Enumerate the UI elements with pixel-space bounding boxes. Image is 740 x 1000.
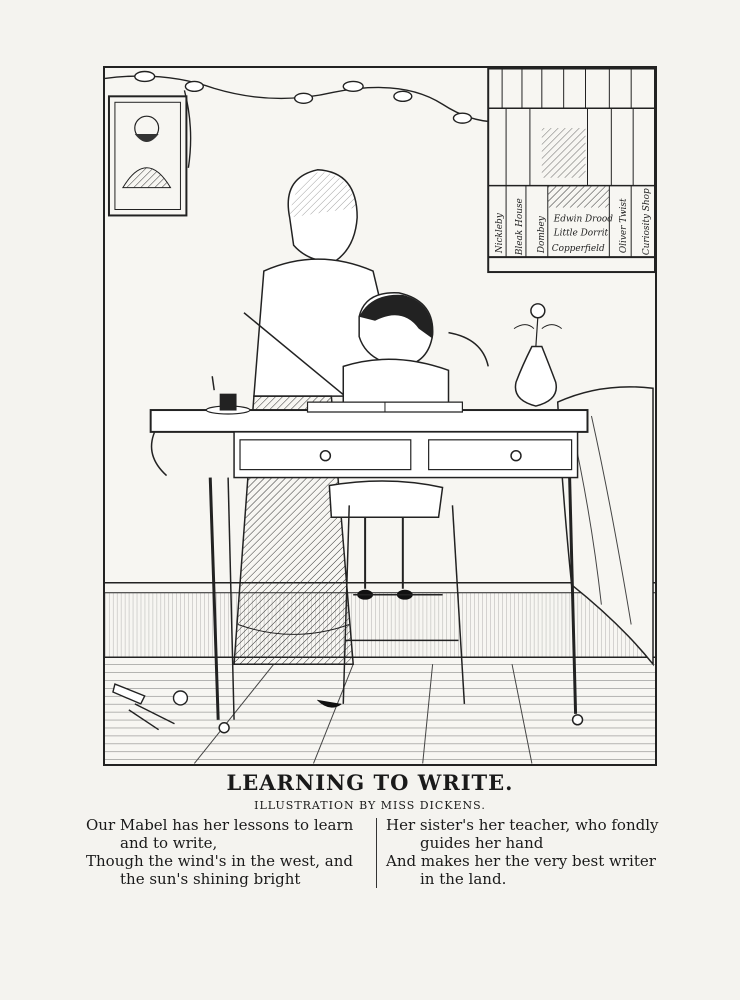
illustration-credit: ILLUSTRATION BY MISS DICKENS. <box>254 799 486 812</box>
book-bleak-house: Bleak House <box>514 198 525 256</box>
portrait-frame <box>109 96 186 215</box>
verse-line: in the land. <box>420 870 507 888</box>
verse-line: And makes her the very best writer <box>386 852 656 870</box>
inkwell <box>206 376 250 414</box>
book-copperfield: Copperfield <box>551 244 605 255</box>
drawer-knob-right <box>511 451 521 461</box>
verse-line: Her sister's her teacher, who fondly <box>386 816 659 834</box>
book-nickleby: Nickleby <box>495 213 506 254</box>
verse-line: guides her hand <box>420 834 544 852</box>
verse-left <box>86 816 372 888</box>
book-oliver-twist: Oliver Twist <box>619 198 630 254</box>
bookshelf <box>488 69 655 273</box>
verse-right <box>386 816 686 888</box>
book-edwin-drood: Edwin Drood <box>553 214 613 225</box>
verse-line: and to write, <box>120 834 218 852</box>
vase-with-rose <box>514 304 562 406</box>
book-curiosity-shop: Curiosity Shop <box>642 188 653 256</box>
illustration <box>103 66 657 766</box>
floor <box>105 657 655 763</box>
drawer-knob-left <box>320 451 330 461</box>
book-dombey: Dombey <box>536 216 547 254</box>
verse-line: Though the wind's in the west, and <box>86 852 353 870</box>
page-title: LEARNING TO WRITE. <box>226 770 514 795</box>
verse-line: Our Mabel has her lessons to learn <box>86 816 354 834</box>
book-little-dorrit: Little Dorrit <box>553 228 609 239</box>
column-divider <box>376 818 377 888</box>
verse-line: the sun's shining bright <box>120 870 301 888</box>
engraving-illustration <box>105 68 655 764</box>
